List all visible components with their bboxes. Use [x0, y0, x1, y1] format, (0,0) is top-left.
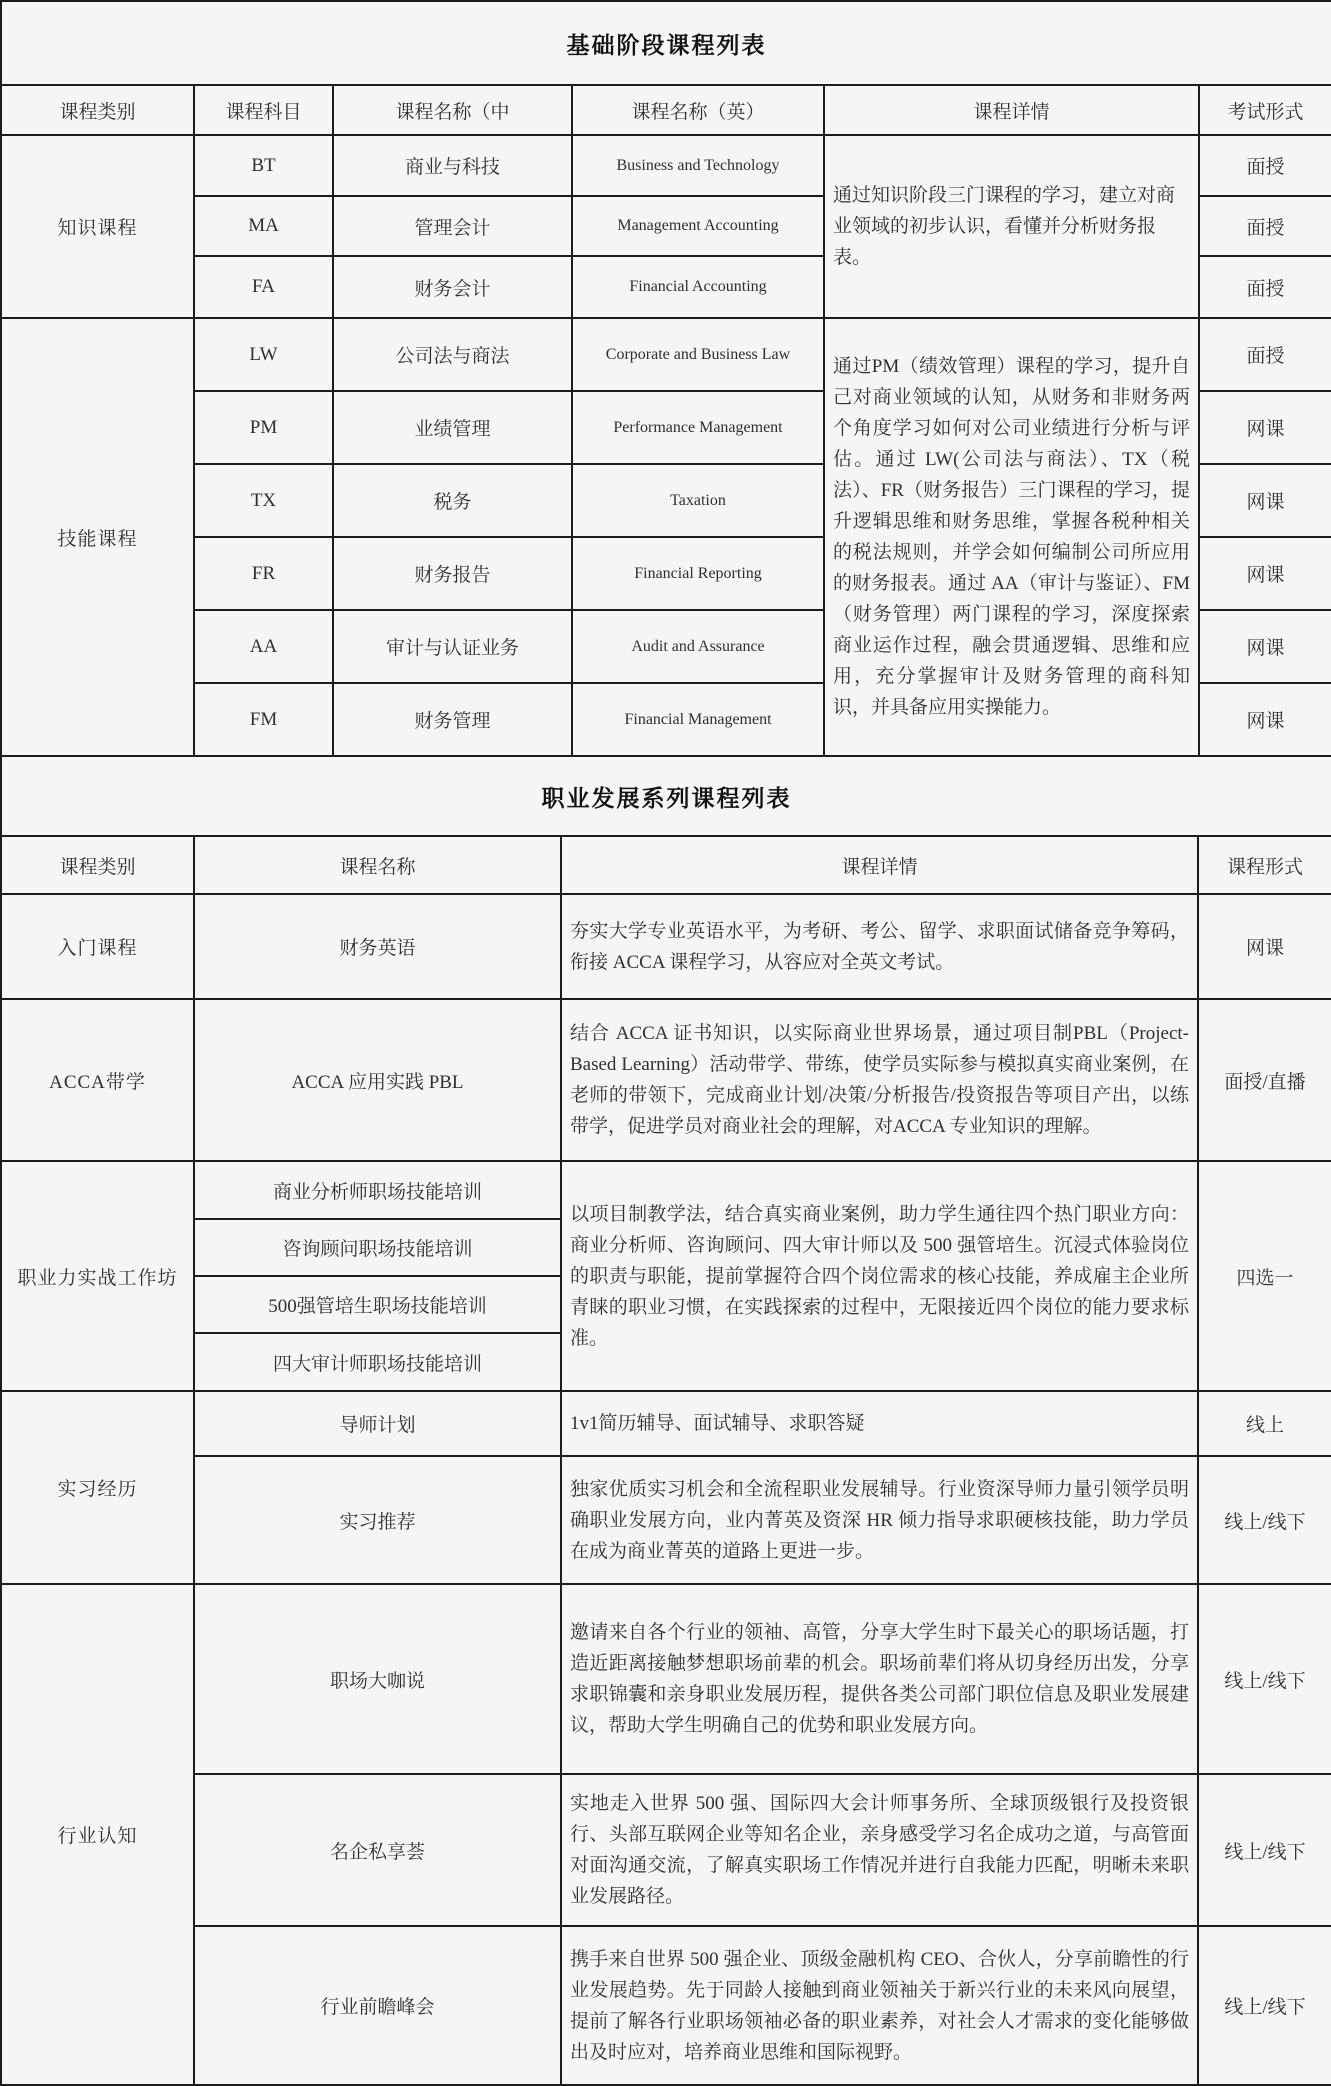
- table1-header-exam-form: 考试形式: [1199, 85, 1331, 135]
- course-name-en-cell: Performance Management: [572, 391, 824, 464]
- course-name-cn-cell: 税务: [333, 464, 572, 537]
- course-name-cell: 咨询顾问职场技能培训: [194, 1219, 561, 1276]
- course-name-cell: 职场大咖说: [194, 1584, 561, 1774]
- course-detail-cell: 邀请来自各个行业的领袖、高管，分享大学生时下最关心的职场话题，打造近距离接触梦想职场前辈的机会。职场前辈们将从切身经历出发，分享求职锦囊和亲身职业发展历程，提供各类公司部门职位信息及职业发展建议，帮助大学生明确自己的优势和职业发展方向。: [561, 1584, 1198, 1774]
- course-detail-cell: 通过知识阶段三门课程的学习，建立对商业领域的初步认识，看懂并分析财务报表。: [824, 135, 1199, 318]
- table-row: [1, 1926, 1331, 2085]
- career-development-course-table: [0, 755, 1331, 2086]
- table1-header-name-cn: 课程名称（中: [333, 85, 572, 135]
- category-cell: 职业力实战工作坊: [1, 1161, 194, 1391]
- table1-header-subject: 课程科目: [194, 85, 333, 135]
- table-row: [1, 135, 1331, 196]
- table2-header-category: 课程类别: [1, 836, 194, 894]
- course-name-cell: 行业前瞻峰会: [194, 1926, 561, 2085]
- course-name-cn-cell: 财务会计: [333, 256, 572, 318]
- course-name-en-cell: Financial Accounting: [572, 256, 824, 318]
- course-code-cell: FM: [194, 683, 333, 756]
- course-name-en-cell: Management Accounting: [572, 196, 824, 256]
- course-name-cell: 导师计划: [194, 1391, 561, 1456]
- table1-header-detail: 课程详情: [824, 85, 1199, 135]
- course-code-cell: MA: [194, 196, 333, 256]
- course-detail-cell: 结合 ACCA 证书知识，以实际商业世界场景，通过项目制PBL（Project-Based Learning）活动带学、带练，使学员实际参与模拟真实商业案例，在老师的带领下，完成商业计划/决策/分析报告/投资报告等项目产出，以练带学，促进学员对商业社会的理解，对ACCA 专业知识的理解。: [561, 999, 1198, 1161]
- course-name-cell: 名企私享荟: [194, 1774, 561, 1926]
- course-code-cell: TX: [194, 464, 333, 537]
- course-form-cell: 面授/直播: [1198, 999, 1331, 1161]
- table2-header-form: 课程形式: [1198, 836, 1331, 894]
- course-detail-cell: 实地走入世界 500 强、国际四大会计师事务所、全球顶级银行及投资银行、头部互联网企业等知名企业，亲身感受学习名企成功之道，与高管面对面沟通交流，了解真实职场工作情况并进行自我能力匹配，明晰未来职业发展路径。: [561, 1774, 1198, 1926]
- exam-form-cell: 面授: [1199, 135, 1331, 196]
- table2-title: 职业发展系列课程列表: [1, 756, 1331, 836]
- course-form-cell: 线上/线下: [1198, 1456, 1331, 1584]
- exam-form-cell: 面授: [1199, 318, 1331, 391]
- table-row: [1, 999, 1331, 1161]
- exam-form-cell: 网课: [1199, 610, 1331, 683]
- exam-form-cell: 网课: [1199, 683, 1331, 756]
- course-name-cell: 四大审计师职场技能培训: [194, 1333, 561, 1391]
- category-cell: 实习经历: [1, 1391, 194, 1584]
- table1-header-category: 课程类别: [1, 85, 194, 135]
- table1-title: 基础阶段课程列表: [1, 1, 1331, 85]
- category-cell: 知识课程: [1, 135, 194, 318]
- course-name-en-cell: Audit and Assurance: [572, 610, 824, 683]
- course-name-cell: 实习推荐: [194, 1456, 561, 1584]
- category-cell: 技能课程: [1, 318, 194, 756]
- course-detail-cell: 以项目制教学法，结合真实商业案例，助力学生通往四个热门职业方向：商业分析师、咨询顾问、四大审计师以及 500 强管培生。沉浸式体验岗位的职责与职能，提前掌握符合四个岗位需求的核心技能，养成雇主企业所青睐的职业习惯，在实践探索的过程中，无限接近四个岗位的能力要求标准。: [561, 1161, 1198, 1391]
- table2-header-detail: 课程详情: [561, 836, 1198, 894]
- table-row: [1, 1391, 1331, 1456]
- table-row: [1, 1584, 1331, 1774]
- course-form-cell: 线上/线下: [1198, 1774, 1331, 1926]
- table2-header-name: 课程名称: [194, 836, 561, 894]
- table-row: [1, 1161, 1331, 1219]
- course-form-cell: 四选一: [1198, 1161, 1331, 1391]
- basic-stage-course-table: [0, 0, 1331, 757]
- course-name-en-cell: Corporate and Business Law: [572, 318, 824, 391]
- exam-form-cell: 网课: [1199, 537, 1331, 610]
- course-name-cn-cell: 审计与认证业务: [333, 610, 572, 683]
- course-form-cell: 网课: [1198, 894, 1331, 999]
- course-name-cn-cell: 财务报告: [333, 537, 572, 610]
- course-name-cell: ACCA 应用实践 PBL: [194, 999, 561, 1161]
- course-code-cell: FA: [194, 256, 333, 318]
- course-form-cell: 线上: [1198, 1391, 1331, 1456]
- course-code-cell: BT: [194, 135, 333, 196]
- course-detail-cell: 夯实大学专业英语水平，为考研、考公、留学、求职面试储备竞争筹码，衔接 ACCA 课程学习，从容应对全英文考试。: [561, 894, 1198, 999]
- course-code-cell: PM: [194, 391, 333, 464]
- course-detail-cell: 通过PM（绩效管理）课程的学习，提升自己对商业领域的认知，从财务和非财务两个角度学习如何对公司业绩进行分析与评估。通过 LW(公司法与商法）、TX（税法）、FR（财务报告）三门课程的学习，提升逻辑思维和财务思维，掌握各税种相关的税法规则，并学会如何编制公司所应用的财务报表。通过 AA（审计与鉴证）、FM（财务管理）两门课程的学习，深度探索商业运作过程，融会贯通逻辑、思维和应用，充分掌握审计及财务管理的商科知识，并具备应用实操能力。: [824, 318, 1199, 756]
- exam-form-cell: 面授: [1199, 196, 1331, 256]
- exam-form-cell: 网课: [1199, 391, 1331, 464]
- course-name-cell: 商业分析师职场技能培训: [194, 1161, 561, 1219]
- table-row: [1, 894, 1331, 999]
- category-cell: 入门课程: [1, 894, 194, 999]
- category-cell: 行业认知: [1, 1584, 194, 2085]
- course-detail-cell: 1v1简历辅导、面试辅导、求职答疑: [561, 1391, 1198, 1456]
- course-name-cn-cell: 公司法与商法: [333, 318, 572, 391]
- course-name-en-cell: Financial Reporting: [572, 537, 824, 610]
- course-name-cell: 财务英语: [194, 894, 561, 999]
- table1-header-name-en: 课程名称（英）: [572, 85, 824, 135]
- course-name-cn-cell: 财务管理: [333, 683, 572, 756]
- course-detail-cell: 独家优质实习机会和全流程职业发展辅导。行业资深导师力量引领学员明确职业发展方向，业内菁英及资深 HR 倾力指导求职硬核技能，助力学员在成为商业菁英的道路上更进一步。: [561, 1456, 1198, 1584]
- course-name-cell: 500强管培生职场技能培训: [194, 1276, 561, 1333]
- exam-form-cell: 面授: [1199, 256, 1331, 318]
- course-form-cell: 线上/线下: [1198, 1584, 1331, 1774]
- course-name-cn-cell: 业绩管理: [333, 391, 572, 464]
- course-code-cell: LW: [194, 318, 333, 391]
- course-code-cell: AA: [194, 610, 333, 683]
- course-name-en-cell: Business and Technology: [572, 135, 824, 196]
- course-name-cn-cell: 管理会计: [333, 196, 572, 256]
- table-row: [1, 1456, 1331, 1584]
- course-code-cell: FR: [194, 537, 333, 610]
- category-cell: ACCA带学: [1, 999, 194, 1161]
- course-detail-cell: 携手来自世界 500 强企业、顶级金融机构 CEO、合伙人，分享前瞻性的行业发展趋势。先于同龄人接触到商业领袖关于新兴行业的未来风向展望，提前了解各行业职场领袖必备的职业素养，对社会人才需求的变化能够做出及时应对，培养商业思维和国际视野。: [561, 1926, 1198, 2085]
- course-form-cell: 线上/线下: [1198, 1926, 1331, 2085]
- course-name-cn-cell: 商业与科技: [333, 135, 572, 196]
- exam-form-cell: 网课: [1199, 464, 1331, 537]
- table-row: [1, 318, 1331, 391]
- table-row: [1, 1774, 1331, 1926]
- course-name-en-cell: Financial Management: [572, 683, 824, 756]
- course-name-en-cell: Taxation: [572, 464, 824, 537]
